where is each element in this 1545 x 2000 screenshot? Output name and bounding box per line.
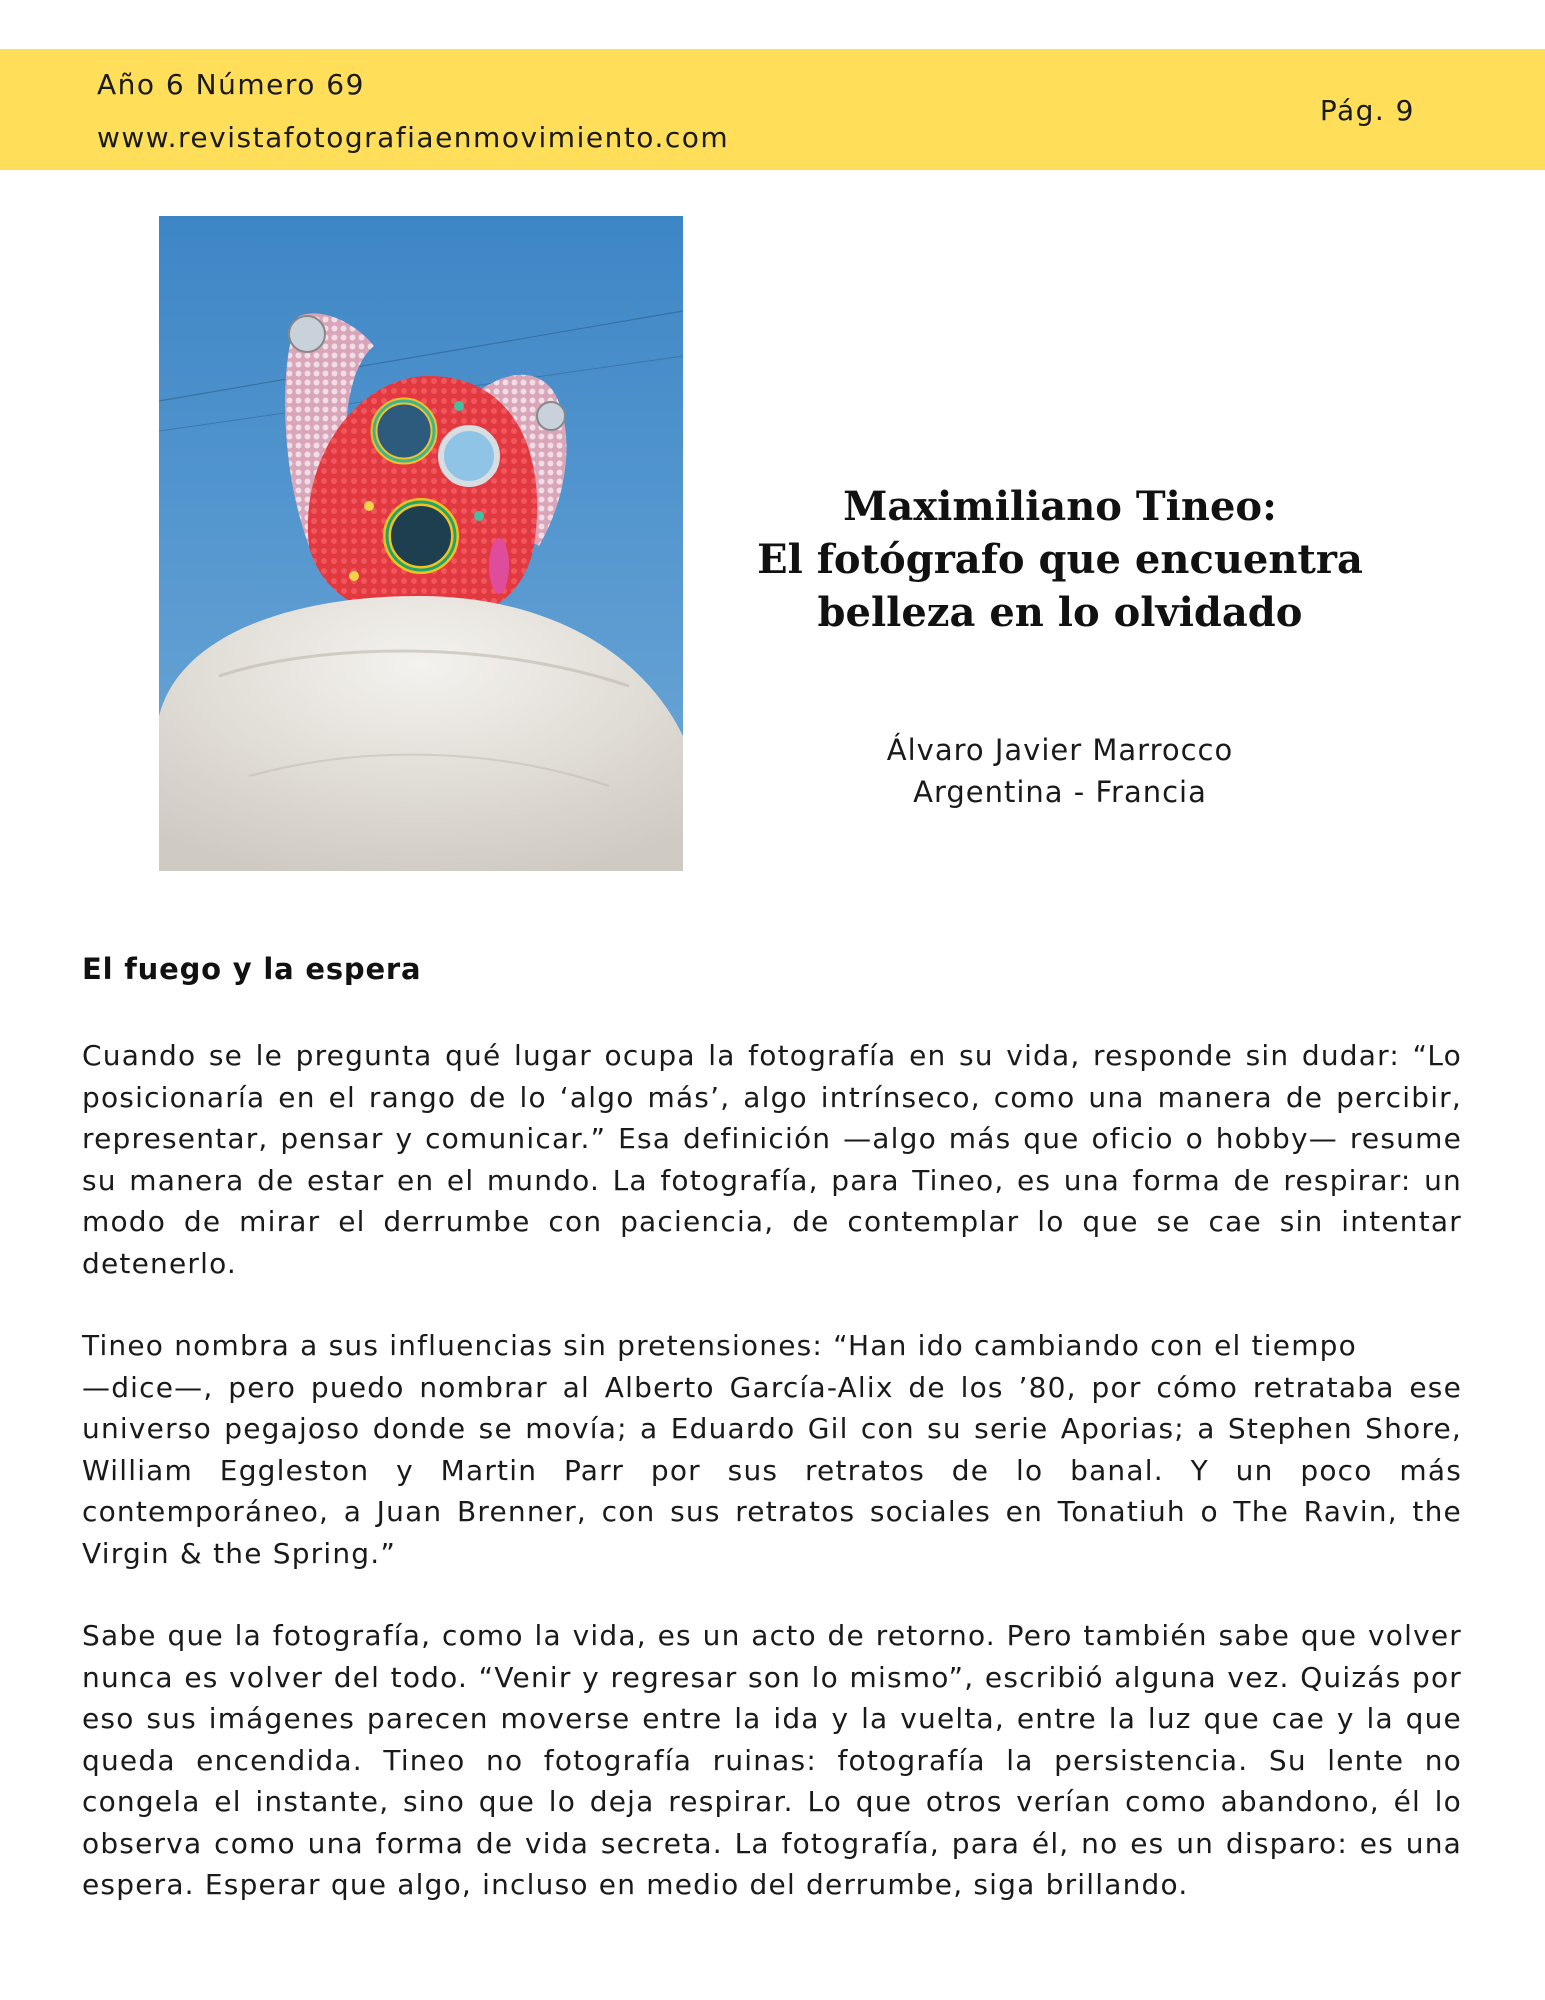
author-location: Argentina - Francia bbox=[913, 775, 1207, 809]
text-line: congela el instante, sino que lo deja respirar. Lo que otros verían como abandono, él lo bbox=[82, 1785, 1462, 1818]
title-line: belleza en lo olvidado bbox=[817, 589, 1303, 636]
text-line: —dice—, pero puedo nombrar al Alberto García-Alix de los ’80, por cómo retrataba ese bbox=[82, 1370, 1462, 1404]
byline bbox=[730, 729, 1390, 813]
section-heading: El fuego y la espera bbox=[82, 952, 422, 986]
text-line: Sabe que la fotografía, como la vida, es un acto de retorno. Pero también sabe que volver bbox=[82, 1619, 1462, 1652]
text-line: William Eggleston y Martin Parr por sus retratos de lo banal. Y un poco más bbox=[82, 1453, 1462, 1487]
page-number: Pág. 9 bbox=[1319, 94, 1415, 127]
text-line: representar, pensar y comunicar.” Esa definición —algo más que oficio o hobby— resume bbox=[82, 1122, 1462, 1155]
body-paragraph bbox=[82, 1615, 1462, 1906]
text-line: modo de mirar el derrumbe con paciencia, de contemplar lo que se cae sin intentar bbox=[82, 1205, 1462, 1238]
text-line: su manera de estar en el mundo. La fotografía, para Tineo, es una forma de respirar: un bbox=[82, 1163, 1462, 1197]
text-line: contemporáneo, a Juan Brenner, con sus retratos sociales en Tonatiuh o The Ravin, the bbox=[82, 1495, 1462, 1528]
text-line: detenerlo. bbox=[82, 1246, 238, 1280]
text-line: eso sus imágenes parecen moverse entre la ida y la vuelta, entre la luz que cae y la que bbox=[82, 1702, 1462, 1735]
article-title bbox=[730, 480, 1390, 639]
body-paragraph bbox=[82, 1325, 1462, 1574]
title-line: Maximiliano Tineo: bbox=[843, 483, 1277, 530]
author-name: Álvaro Javier Marrocco bbox=[886, 733, 1234, 767]
article-photo bbox=[159, 216, 683, 871]
text-line: queda encendida. Tineo no fotografía ruinas: fotografía la persistencia. Su lente no bbox=[82, 1743, 1462, 1777]
text-line: nunca es volver del todo. “Venir y regresar son lo mismo”, escribió alguna vez. Quizás por bbox=[82, 1660, 1462, 1694]
text-line: espera. Esperar que algo, incluso en medio del derrumbe, siga brillando. bbox=[82, 1868, 1189, 1901]
text-line: Tineo nombra a sus influencias sin pretensiones: “Han ido cambiando con el tiempo bbox=[82, 1329, 1357, 1362]
text-line: Virgin & the Spring.” bbox=[82, 1536, 397, 1570]
issue-label: Año 6 Número 69 bbox=[97, 68, 365, 101]
text-line: observa como una forma de vida secreta. La fotografía, para él, no es un disparo: es una bbox=[82, 1826, 1462, 1860]
text-line: posicionaría en el rango de lo ‘algo más’, algo intrínseco, como una manera de percibir, bbox=[82, 1080, 1462, 1114]
text-line: Cuando se le pregunta qué lugar ocupa la fotografía en su vida, responde sin dudar: “Lo bbox=[82, 1039, 1462, 1072]
body-paragraph bbox=[82, 1035, 1462, 1284]
title-line: El fotógrafo que encuentra bbox=[757, 536, 1363, 583]
text-line: universo pegajoso donde se movía; a Eduardo Gil con su serie Aporias; a Stephen Shore, bbox=[82, 1412, 1462, 1445]
website-label: www.revistafotografiaenmovimiento.com bbox=[97, 121, 730, 154]
